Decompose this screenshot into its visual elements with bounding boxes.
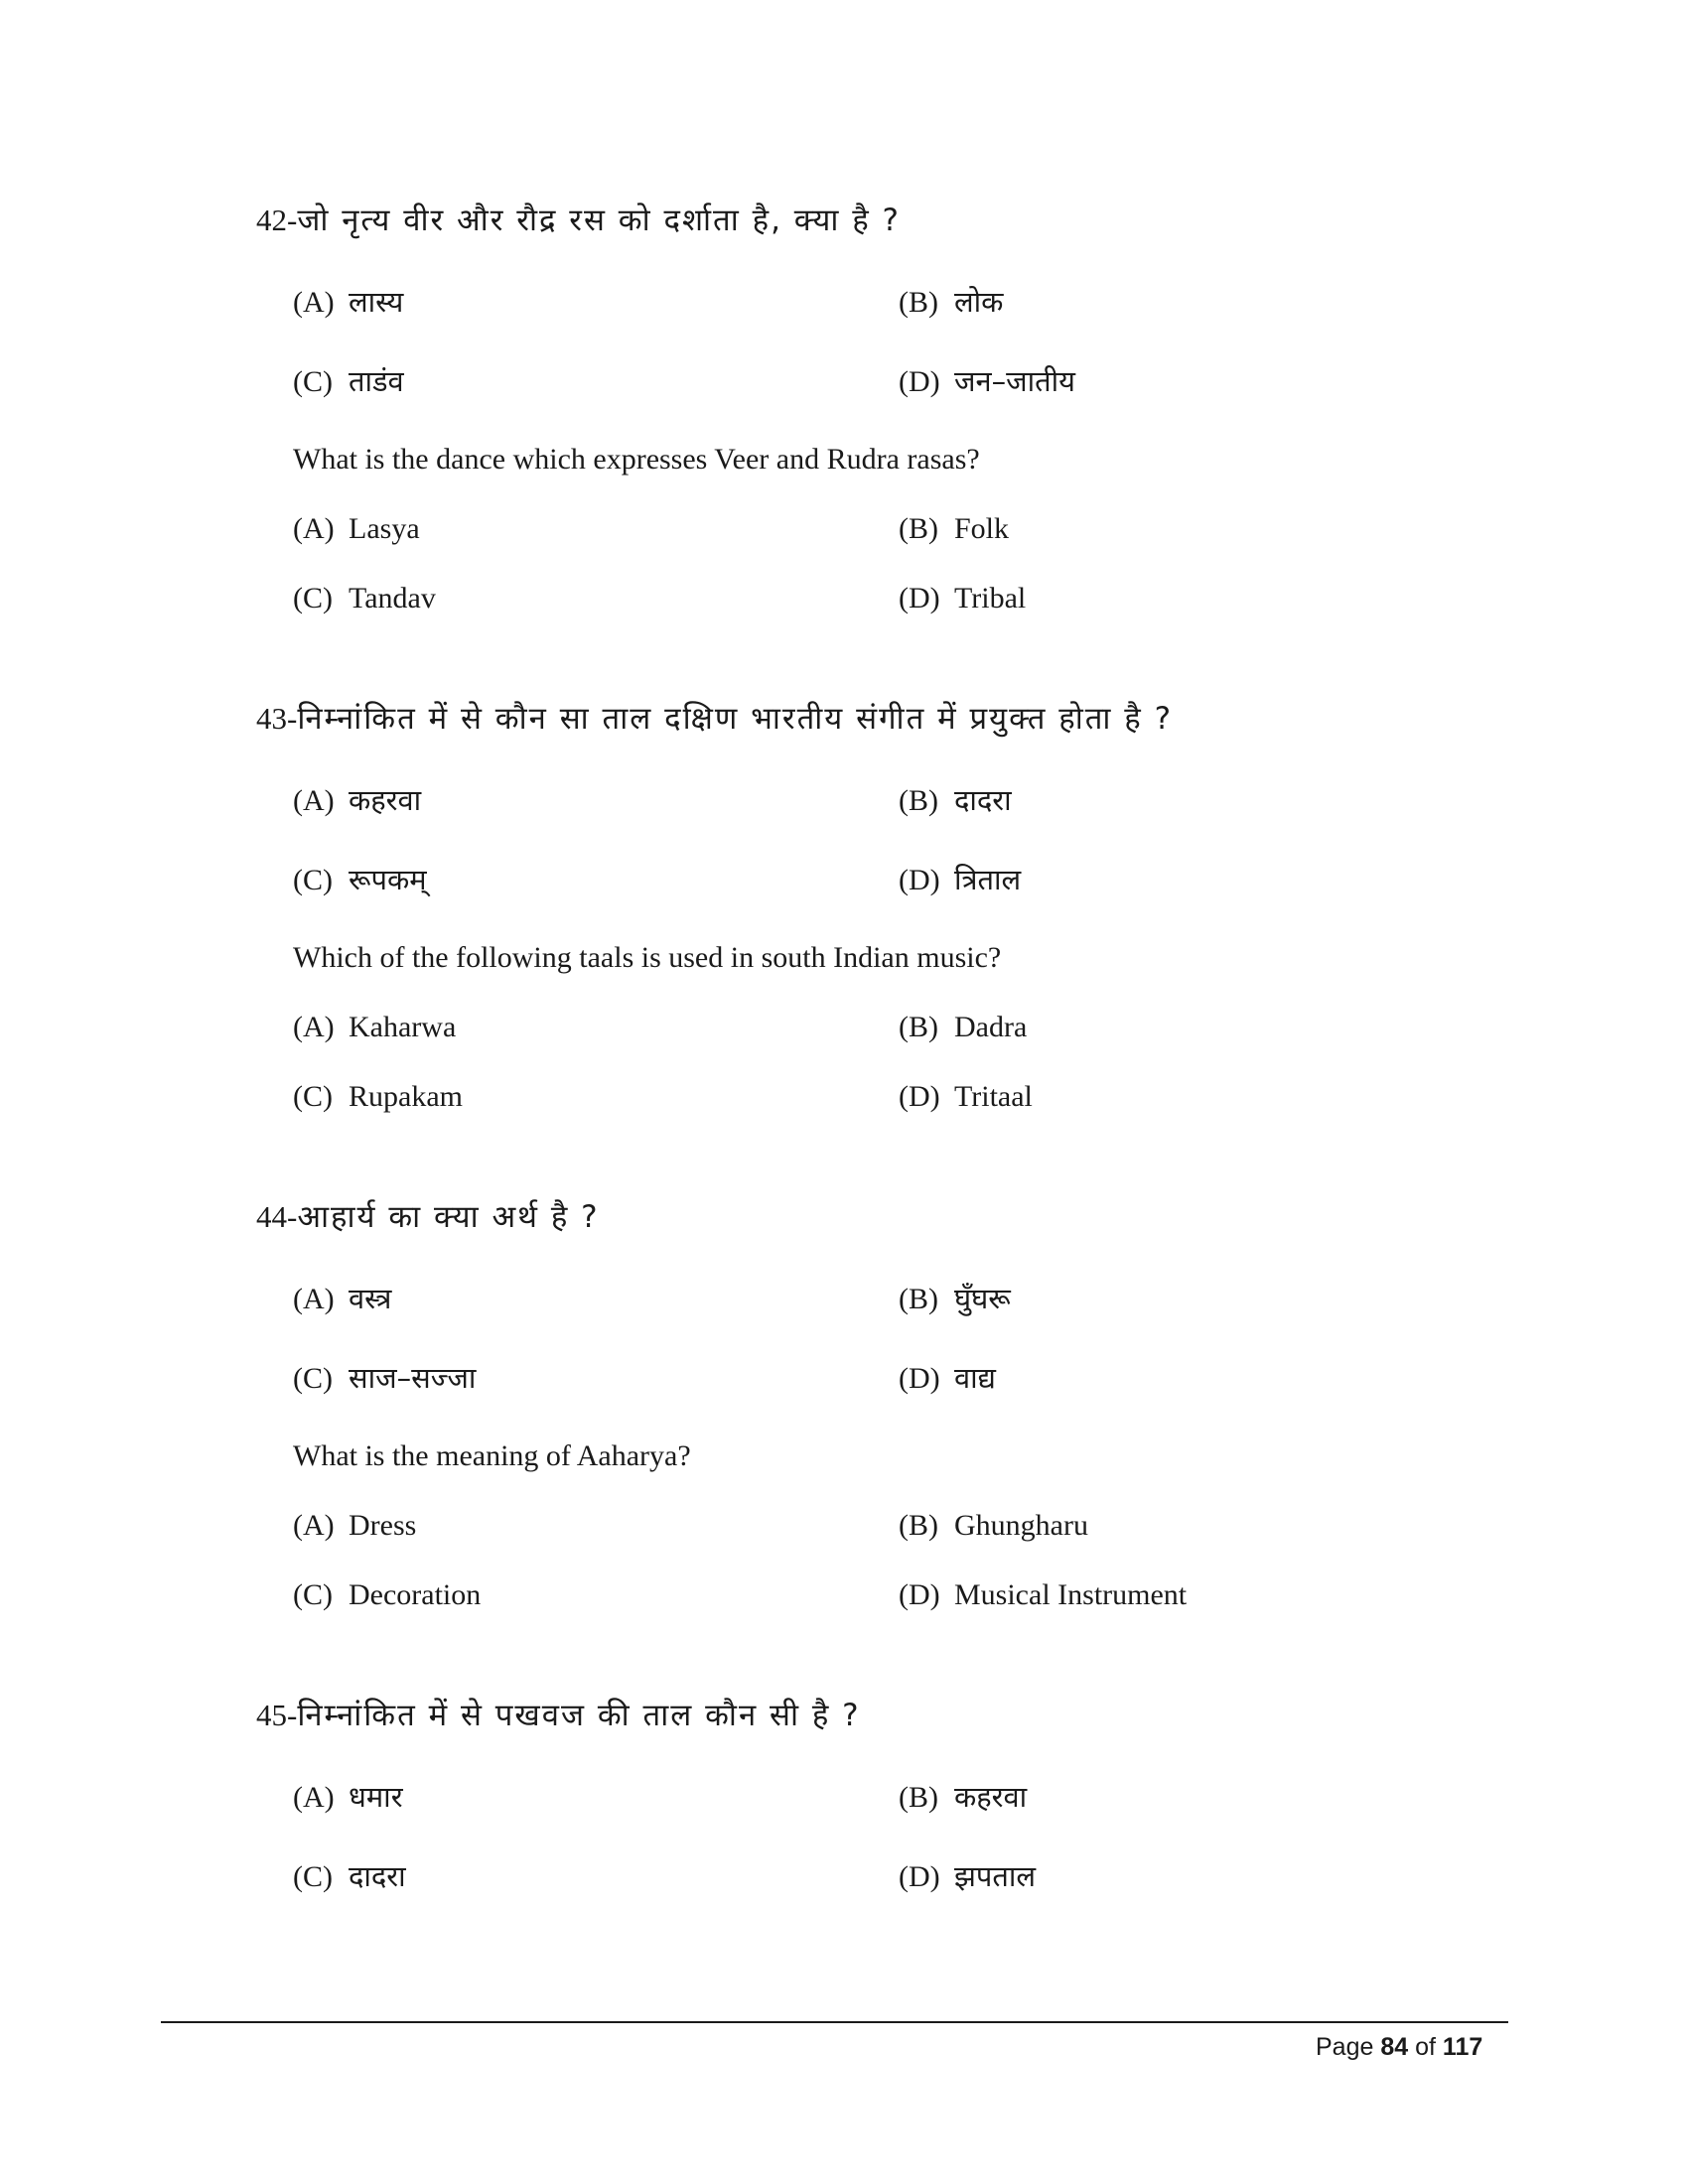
option-b	[899, 1279, 1011, 1317]
option-a	[293, 1011, 456, 1044]
option-d	[899, 361, 1075, 400]
option-d	[899, 1856, 1036, 1895]
option-c	[293, 1578, 481, 1612]
option-d	[899, 1578, 1187, 1612]
option-c	[293, 1856, 406, 1895]
option-a	[293, 512, 420, 546]
option-label: (B)	[899, 1011, 938, 1043]
option-b	[899, 282, 1003, 321]
option-label: (C)	[293, 1362, 333, 1395]
option-text: झपताल	[954, 1859, 1037, 1893]
option-label: (B)	[899, 286, 938, 319]
question-number: 42-	[256, 203, 298, 237]
option-c	[293, 361, 404, 400]
option-label: (A)	[293, 1011, 335, 1043]
question-45-hindi	[256, 1694, 861, 1735]
option-text: Tribal	[954, 582, 1027, 614]
option-text: साज–सज्जा	[349, 1361, 477, 1395]
option-b	[899, 1777, 1027, 1816]
option-text: Rupakam	[349, 1080, 463, 1113]
option-text: त्रिताल	[954, 863, 1022, 896]
option-text: कहरवा	[954, 1780, 1028, 1814]
option-text: लोक	[954, 285, 1004, 319]
option-label: (D)	[899, 1860, 940, 1893]
option-label: (C)	[293, 1860, 333, 1893]
option-d	[899, 582, 1026, 615]
option-c	[293, 1358, 476, 1397]
option-d	[899, 860, 1021, 898]
option-label: (C)	[293, 582, 333, 614]
option-b	[899, 1011, 1027, 1044]
option-d	[899, 1358, 996, 1397]
current-page-number: 84	[1380, 2033, 1409, 2061]
option-d	[899, 1080, 1033, 1114]
option-text: Decoration	[349, 1578, 482, 1611]
option-a	[293, 282, 403, 321]
option-text: रूपकम्	[349, 863, 427, 896]
option-label: (D)	[899, 365, 940, 398]
option-label: (D)	[899, 1362, 940, 1395]
option-label: (A)	[293, 1509, 335, 1542]
option-text: ताडंव	[349, 364, 404, 398]
option-label: (A)	[293, 512, 335, 545]
option-c	[293, 860, 427, 898]
option-text: Dress	[349, 1509, 417, 1542]
option-label: (D)	[899, 582, 940, 614]
option-c	[293, 582, 436, 615]
option-label: (B)	[899, 1781, 938, 1814]
option-text: जन–जातीय	[954, 364, 1076, 398]
question-42-hindi	[256, 199, 901, 240]
question-text: आहार्य का क्या अर्थ है ?	[297, 1199, 600, 1235]
option-text: Tandav	[349, 582, 436, 614]
option-label: (D)	[899, 864, 940, 896]
option-c	[293, 1080, 463, 1114]
option-text: Musical Instrument	[954, 1578, 1188, 1611]
footer-divider	[161, 2021, 1508, 2023]
question-text: जो नृत्य वीर और रौद्र रस को दर्शाता है, क्या है ?	[297, 203, 901, 238]
option-label: (D)	[899, 1080, 940, 1113]
option-text: घुँघरू	[954, 1282, 1011, 1315]
option-label: (A)	[293, 1283, 335, 1315]
option-a	[293, 1509, 416, 1543]
option-text: लास्य	[349, 285, 404, 319]
option-b	[899, 780, 1012, 819]
option-text: Folk	[954, 512, 1010, 545]
question-number: 43-	[256, 701, 298, 736]
option-label: (A)	[293, 286, 335, 319]
option-a	[293, 780, 421, 819]
option-label: (B)	[899, 784, 938, 817]
option-label: (B)	[899, 1509, 938, 1542]
option-text: Lasya	[349, 512, 420, 545]
option-label: (C)	[293, 1578, 333, 1611]
option-text: दादरा	[349, 1859, 406, 1893]
option-text: धमार	[349, 1780, 403, 1814]
option-text: Kaharwa	[349, 1011, 457, 1043]
question-43-hindi	[256, 697, 1173, 739]
option-b	[899, 512, 1009, 546]
option-text: दादरा	[954, 783, 1012, 817]
option-label: (B)	[899, 1283, 938, 1315]
total-page-count: 117	[1442, 2033, 1483, 2061]
option-label: (A)	[293, 784, 335, 817]
option-label: (C)	[293, 864, 333, 896]
option-b	[899, 1509, 1088, 1543]
of-word: of	[1415, 2033, 1436, 2061]
question-44-hindi	[256, 1195, 600, 1237]
question-43-english: Which of the following taals is used in south Indian music?	[293, 941, 1002, 974]
option-label: (A)	[293, 1781, 335, 1814]
option-text: वस्त्र	[349, 1282, 392, 1315]
option-label: (D)	[899, 1578, 940, 1611]
question-text: निम्नांकित में से कौन सा ताल दक्षिण भारतीय संगीत में प्रयुक्त होता है ?	[297, 701, 1174, 737]
option-label: (C)	[293, 365, 333, 398]
option-text: वाद्य	[954, 1361, 996, 1395]
option-label: (C)	[293, 1080, 333, 1113]
page-footer	[1316, 2033, 1482, 2062]
option-text: Dadra	[954, 1011, 1028, 1043]
option-a	[293, 1777, 403, 1816]
question-text: निम्नांकित में से पखवज की ताल कौन सी है ?	[297, 1698, 861, 1733]
option-text: Tritaal	[954, 1080, 1033, 1113]
option-a	[293, 1279, 391, 1317]
question-number: 44-	[256, 1199, 298, 1234]
option-label: (B)	[899, 512, 938, 545]
page-word: Page	[1316, 2033, 1374, 2061]
question-number: 45-	[256, 1698, 298, 1732]
question-44-english: What is the meaning of Aaharya?	[293, 1439, 691, 1472]
option-text: Ghungharu	[954, 1509, 1088, 1542]
option-text: कहरवा	[349, 783, 422, 817]
question-42-english: What is the dance which expresses Veer and Rudra rasas?	[293, 443, 980, 476]
